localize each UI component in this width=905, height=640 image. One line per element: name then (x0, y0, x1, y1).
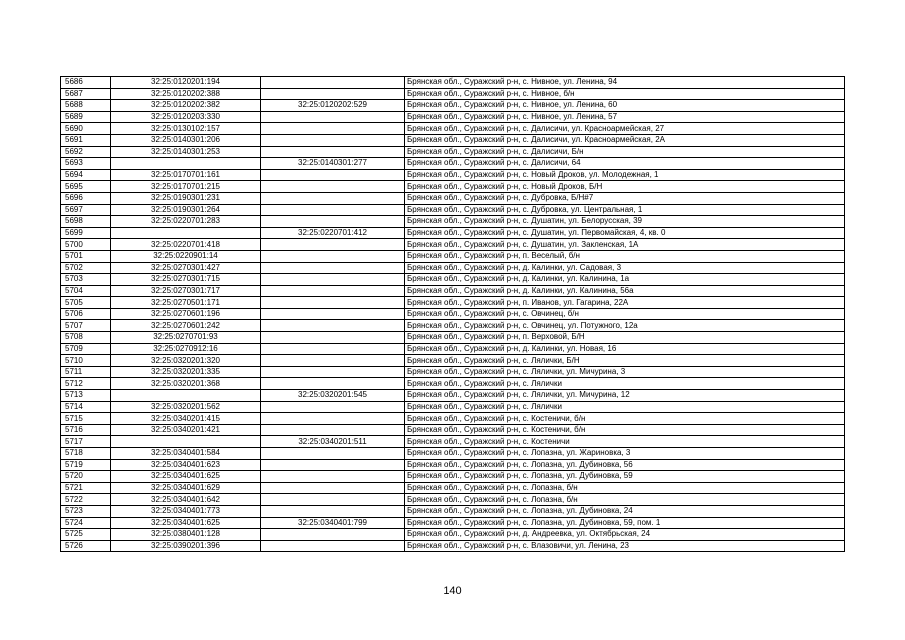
cadastral-number-cell: 32:25:0130102:157 (111, 123, 261, 135)
parent-cadastral-number-cell (261, 250, 405, 262)
address-cell: Брянская обл., Суражский р-н, с. Душатин, ул. Белорусская, 39 (405, 216, 845, 228)
parent-cadastral-number-cell (261, 204, 405, 216)
address-cell: Брянская обл., Суражский р-н, с. Нивное, ул. Ленина, 94 (405, 77, 845, 89)
address-cell: Брянская обл., Суражский р-н, д. Калинки, ул. Калинина, 56а (405, 285, 845, 297)
row-number-cell: 5720 (61, 471, 111, 483)
table-row (61, 111, 845, 123)
cadastral-number-cell: 32:25:0340401:623 (111, 459, 261, 471)
table-row (61, 413, 845, 425)
address-cell: Брянская обл., Суражский р-н, с. Дубровка, Б/Н#7 (405, 192, 845, 204)
address-cell: Брянская обл., Суражский р-н, с. Далисичи, ул. Красноармейская, 27 (405, 123, 845, 135)
address-cell: Брянская обл., Суражский р-н, д. Калинки, ул. Калинина, 1а (405, 274, 845, 286)
table-row (61, 424, 845, 436)
parent-cadastral-number-cell (261, 192, 405, 204)
table-row (61, 216, 845, 228)
table-row (61, 494, 845, 506)
parent-cadastral-number-cell: 32:25:0220701:412 (261, 227, 405, 239)
row-number-cell: 5697 (61, 204, 111, 216)
address-cell: Брянская обл., Суражский р-н, с. Далисичи, Б/н (405, 146, 845, 158)
row-number-cell: 5696 (61, 192, 111, 204)
parent-cadastral-number-cell (261, 274, 405, 286)
address-cell: Брянская обл., Суражский р-н, с. Нивное, б/н (405, 88, 845, 100)
row-number-cell: 5725 (61, 529, 111, 541)
row-number-cell: 5722 (61, 494, 111, 506)
cadastral-number-cell: 32:25:0140301:206 (111, 134, 261, 146)
address-cell: Брянская обл., Суражский р-н, с. Лялички, ул. Мичурина, 3 (405, 366, 845, 378)
parent-cadastral-number-cell (261, 332, 405, 344)
cadastral-number-cell (111, 390, 261, 402)
row-number-cell: 5694 (61, 169, 111, 181)
table-row (61, 436, 845, 448)
table-row (61, 332, 845, 344)
parent-cadastral-number-cell (261, 401, 405, 413)
row-number-cell: 5706 (61, 308, 111, 320)
table-row (61, 540, 845, 552)
parent-cadastral-number-cell (261, 505, 405, 517)
parent-cadastral-number-cell: 32:25:0340201:511 (261, 436, 405, 448)
address-cell: Брянская обл., Суражский р-н, с. Лопазна, ул. Дубиновка, 56 (405, 459, 845, 471)
parent-cadastral-number-cell (261, 88, 405, 100)
address-cell: Брянская обл., Суражский р-н, с. Костеничи, б/н (405, 413, 845, 425)
cadastral-number-cell: 32:25:0270301:715 (111, 274, 261, 286)
table-row (61, 459, 845, 471)
row-number-cell: 5689 (61, 111, 111, 123)
records-table-body (61, 77, 845, 552)
row-number-cell: 5714 (61, 401, 111, 413)
table-row (61, 285, 845, 297)
row-number-cell: 5700 (61, 239, 111, 251)
address-cell: Брянская обл., Суражский р-н, д. Калинки, ул. Садовая, 3 (405, 262, 845, 274)
row-number-cell: 5687 (61, 88, 111, 100)
table-row (61, 100, 845, 112)
row-number-cell: 5704 (61, 285, 111, 297)
cadastral-number-cell: 32:25:0340401:629 (111, 482, 261, 494)
parent-cadastral-number-cell (261, 494, 405, 506)
cadastral-number-cell: 32:25:0340401:773 (111, 505, 261, 517)
table-row (61, 401, 845, 413)
table-row (61, 390, 845, 402)
table-row (61, 482, 845, 494)
parent-cadastral-number-cell (261, 123, 405, 135)
parent-cadastral-number-cell: 32:25:0320201:545 (261, 390, 405, 402)
cadastral-number-cell: 32:25:0120202:382 (111, 100, 261, 112)
cadastral-number-cell: 32:25:0270601:196 (111, 308, 261, 320)
address-cell: Брянская обл., Суражский р-н, д. Андреевка, ул. Октябрьская, 24 (405, 529, 845, 541)
cadastral-number-cell: 32:25:0320201:368 (111, 378, 261, 390)
table-row (61, 308, 845, 320)
parent-cadastral-number-cell: 32:25:0140301:277 (261, 158, 405, 170)
table-row (61, 355, 845, 367)
table-row (61, 204, 845, 216)
address-cell: Брянская обл., Суражский р-н, с. Лялички, ул. Мичурина, 12 (405, 390, 845, 402)
cadastral-number-cell: 32:25:0340401:625 (111, 517, 261, 529)
address-cell: Брянская обл., Суражский р-н, с. Новый Дроков, ул. Молодежная, 1 (405, 169, 845, 181)
parent-cadastral-number-cell (261, 262, 405, 274)
table-row (61, 88, 845, 100)
records-table (60, 76, 845, 552)
parent-cadastral-number-cell: 32:25:0340401:799 (261, 517, 405, 529)
address-cell: Брянская обл., Суражский р-н, п. Веселый, б/н (405, 250, 845, 262)
parent-cadastral-number-cell (261, 146, 405, 158)
row-number-cell: 5717 (61, 436, 111, 448)
row-number-cell: 5690 (61, 123, 111, 135)
cadastral-number-cell: 32:25:0220701:283 (111, 216, 261, 228)
row-number-cell: 5712 (61, 378, 111, 390)
cadastral-number-cell: 32:25:0340401:642 (111, 494, 261, 506)
address-cell: Брянская обл., Суражский р-н, с. Душатин, ул. Закленская, 1А (405, 239, 845, 251)
table-row (61, 134, 845, 146)
parent-cadastral-number-cell (261, 320, 405, 332)
table-row (61, 529, 845, 541)
table-row (61, 320, 845, 332)
address-cell: Брянская обл., Суражский р-н, с. Лялички (405, 401, 845, 413)
address-cell: Брянская обл., Суражский р-н, с. Влазовичи, ул. Ленина, 23 (405, 540, 845, 552)
address-cell: Брянская обл., Суражский р-н, п. Иванов, ул. Гагарина, 22А (405, 297, 845, 309)
table-row (61, 146, 845, 158)
cadastral-number-cell (111, 158, 261, 170)
address-cell: Брянская обл., Суражский р-н, с. Лопазна, ул. Дубиновка, 59, пом. 1 (405, 517, 845, 529)
address-cell: Брянская обл., Суражский р-н, п. Верховой, Б/Н (405, 332, 845, 344)
row-number-cell: 5692 (61, 146, 111, 158)
row-number-cell: 5693 (61, 158, 111, 170)
address-cell: Брянская обл., Суражский р-н, с. Овчинец, ул. Потужного, 12а (405, 320, 845, 332)
address-cell: Брянская обл., Суражский р-н, д. Калинки, ул. Новая, 16 (405, 343, 845, 355)
cadastral-number-cell: 32:25:0380401:128 (111, 529, 261, 541)
address-cell: Брянская обл., Суражский р-н, с. Душатин, ул. Первомайская, 4, кв. 0 (405, 227, 845, 239)
address-cell: Брянская обл., Суражский р-н, с. Дубровка, ул. Центральная, 1 (405, 204, 845, 216)
table-row (61, 262, 845, 274)
row-number-cell: 5709 (61, 343, 111, 355)
row-number-cell: 5686 (61, 77, 111, 89)
cadastral-number-cell: 32:25:0270301:427 (111, 262, 261, 274)
table-row (61, 517, 845, 529)
address-cell: Брянская обл., Суражский р-н, с. Лопазна, ул. Дубиновка, 24 (405, 505, 845, 517)
table-row (61, 366, 845, 378)
cadastral-number-cell: 32:25:0390201:396 (111, 540, 261, 552)
row-number-cell: 5695 (61, 181, 111, 193)
row-number-cell: 5718 (61, 448, 111, 460)
parent-cadastral-number-cell (261, 366, 405, 378)
parent-cadastral-number-cell: 32:25:0120202:529 (261, 100, 405, 112)
row-number-cell: 5710 (61, 355, 111, 367)
address-cell: Брянская обл., Суражский р-н, с. Костеничи (405, 436, 845, 448)
table-row (61, 274, 845, 286)
cadastral-number-cell: 32:25:0270912:16 (111, 343, 261, 355)
parent-cadastral-number-cell (261, 529, 405, 541)
row-number-cell: 5705 (61, 297, 111, 309)
cadastral-number-cell: 32:25:0270601:242 (111, 320, 261, 332)
row-number-cell: 5715 (61, 413, 111, 425)
parent-cadastral-number-cell (261, 378, 405, 390)
row-number-cell: 5723 (61, 505, 111, 517)
cadastral-number-cell: 32:25:0220901:14 (111, 250, 261, 262)
cadastral-number-cell (111, 227, 261, 239)
row-number-cell: 5724 (61, 517, 111, 529)
cadastral-number-cell: 32:25:0220701:418 (111, 239, 261, 251)
table-row (61, 192, 845, 204)
row-number-cell: 5699 (61, 227, 111, 239)
address-cell: Брянская обл., Суражский р-н, с. Лопазна, б/н (405, 494, 845, 506)
row-number-cell: 5711 (61, 366, 111, 378)
row-number-cell: 5713 (61, 390, 111, 402)
row-number-cell: 5716 (61, 424, 111, 436)
table-row (61, 471, 845, 483)
address-cell: Брянская обл., Суражский р-н, с. Костеничи, б/н (405, 424, 845, 436)
table-row (61, 227, 845, 239)
table-row (61, 123, 845, 135)
table-row (61, 239, 845, 251)
parent-cadastral-number-cell (261, 216, 405, 228)
parent-cadastral-number-cell (261, 413, 405, 425)
parent-cadastral-number-cell (261, 459, 405, 471)
address-cell: Брянская обл., Суражский р-н, с. Лопазна, б/н (405, 482, 845, 494)
parent-cadastral-number-cell (261, 540, 405, 552)
parent-cadastral-number-cell (261, 111, 405, 123)
cadastral-number-cell: 32:25:0170701:215 (111, 181, 261, 193)
row-number-cell: 5698 (61, 216, 111, 228)
address-cell: Брянская обл., Суражский р-н, с. Нивное, ул. Ленина, 60 (405, 100, 845, 112)
table-row (61, 378, 845, 390)
row-number-cell: 5708 (61, 332, 111, 344)
parent-cadastral-number-cell (261, 343, 405, 355)
parent-cadastral-number-cell (261, 471, 405, 483)
cadastral-number-cell: 32:25:0120202:388 (111, 88, 261, 100)
parent-cadastral-number-cell (261, 134, 405, 146)
parent-cadastral-number-cell (261, 77, 405, 89)
address-cell: Брянская обл., Суражский р-н, с. Лялички (405, 378, 845, 390)
parent-cadastral-number-cell (261, 169, 405, 181)
cadastral-number-cell: 32:25:0120203:330 (111, 111, 261, 123)
parent-cadastral-number-cell (261, 297, 405, 309)
row-number-cell: 5719 (61, 459, 111, 471)
parent-cadastral-number-cell (261, 482, 405, 494)
table-row (61, 297, 845, 309)
cadastral-number-cell: 32:25:0340401:625 (111, 471, 261, 483)
cadastral-number-cell: 32:25:0140301:253 (111, 146, 261, 158)
parent-cadastral-number-cell (261, 448, 405, 460)
row-number-cell: 5691 (61, 134, 111, 146)
cadastral-number-cell: 32:25:0320201:320 (111, 355, 261, 367)
row-number-cell: 5726 (61, 540, 111, 552)
parent-cadastral-number-cell (261, 424, 405, 436)
cadastral-number-cell: 32:25:0170701:161 (111, 169, 261, 181)
table-row (61, 169, 845, 181)
cadastral-number-cell: 32:25:0190301:231 (111, 192, 261, 204)
row-number-cell: 5701 (61, 250, 111, 262)
parent-cadastral-number-cell (261, 181, 405, 193)
cadastral-number-cell: 32:25:0340401:584 (111, 448, 261, 460)
cadastral-number-cell: 32:25:0320201:562 (111, 401, 261, 413)
cadastral-number-cell: 32:25:0320201:335 (111, 366, 261, 378)
page-number: 140 (443, 585, 462, 597)
parent-cadastral-number-cell (261, 239, 405, 251)
parent-cadastral-number-cell (261, 355, 405, 367)
table-row (61, 250, 845, 262)
cadastral-number-cell: 32:25:0270301:717 (111, 285, 261, 297)
cadastral-number-cell: 32:25:0190301:264 (111, 204, 261, 216)
table-row (61, 448, 845, 460)
parent-cadastral-number-cell (261, 285, 405, 297)
address-cell: Брянская обл., Суражский р-н, с. Овчинец, б/н (405, 308, 845, 320)
address-cell: Брянская обл., Суражский р-н, с. Новый Дроков, Б/Н (405, 181, 845, 193)
row-number-cell: 5703 (61, 274, 111, 286)
row-number-cell: 5688 (61, 100, 111, 112)
parent-cadastral-number-cell (261, 308, 405, 320)
row-number-cell: 5707 (61, 320, 111, 332)
table-row (61, 343, 845, 355)
address-cell: Брянская обл., Суражский р-н, с. Лопазна, ул. Жариновка, 3 (405, 448, 845, 460)
table-row (61, 505, 845, 517)
cadastral-number-cell: 32:25:0340201:421 (111, 424, 261, 436)
cadastral-number-cell: 32:25:0270501:171 (111, 297, 261, 309)
cadastral-number-cell: 32:25:0120201:194 (111, 77, 261, 89)
cadastral-number-cell: 32:25:0340201:415 (111, 413, 261, 425)
table-row (61, 181, 845, 193)
address-cell: Брянская обл., Суражский р-н, с. Нивное, ул. Ленина, 57 (405, 111, 845, 123)
cadastral-number-cell: 32:25:0270701:93 (111, 332, 261, 344)
address-cell: Брянская обл., Суражский р-н, с. Лопазна, ул. Дубиновка, 59 (405, 471, 845, 483)
row-number-cell: 5721 (61, 482, 111, 494)
cadastral-number-cell (111, 436, 261, 448)
row-number-cell: 5702 (61, 262, 111, 274)
table-row (61, 77, 845, 89)
address-cell: Брянская обл., Суражский р-н, с. Лялички, Б/Н (405, 355, 845, 367)
address-cell: Брянская обл., Суражский р-н, с. Далисичи, ул. Красноармейская, 2А (405, 134, 845, 146)
address-cell: Брянская обл., Суражский р-н, с. Далисичи, 64 (405, 158, 845, 170)
table-row (61, 158, 845, 170)
